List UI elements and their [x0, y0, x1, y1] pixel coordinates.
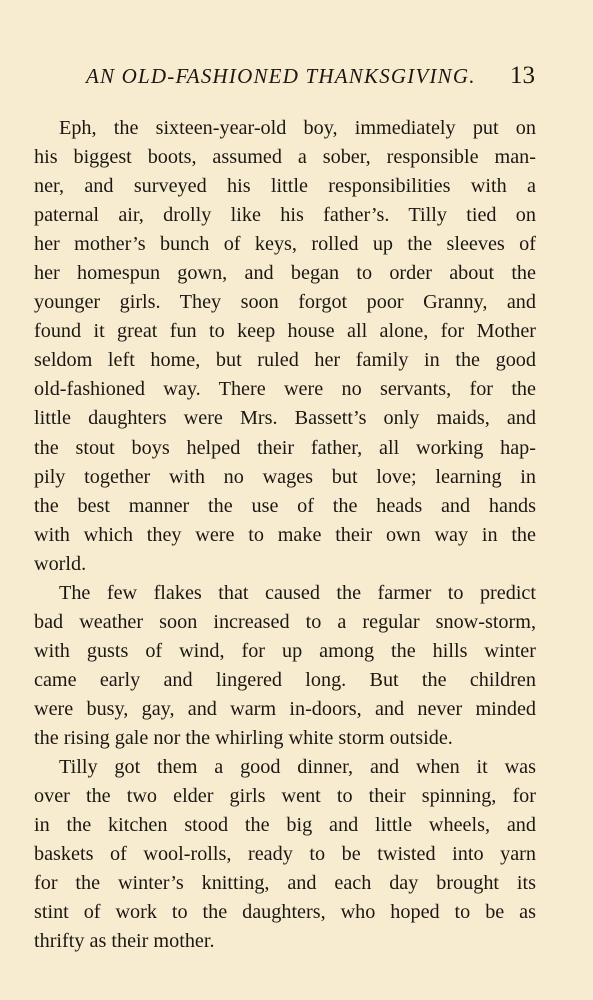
text-line: his biggest boots, assumed a sober, responsible man-: [34, 146, 536, 169]
text-line: world.: [34, 552, 87, 575]
paragraph: [34, 114, 536, 579]
text-line: Eph, the sixteen-year-old boy, immediately put on: [59, 117, 536, 139]
paragraph: [34, 753, 536, 956]
text-line: for the winter’s knitting, and each day brought its: [34, 872, 536, 895]
text-line: little daughters were Mrs. Bassett’s only maids, and: [34, 407, 536, 430]
body-text: [34, 114, 536, 956]
text-line: younger girls. They soon forgot poor Granny, and: [34, 291, 536, 314]
text-line: old-fashioned way. There were no servants, for the: [34, 378, 536, 401]
text-line: Tilly got them a good dinner, and when it was: [59, 756, 536, 779]
running-title: AN OLD-FASHIONED THANKSGIVING.: [86, 64, 476, 88]
text-line: baskets of wool-rolls, ready to be twisted into yarn: [34, 843, 536, 866]
text-line: were busy, gay, and warm in-doors, and never minded: [34, 697, 536, 720]
page-header: [0, 62, 593, 92]
text-line: the best manner the use of the heads and hands: [34, 494, 536, 517]
text-line: with which they were to make their own way in the: [34, 523, 536, 546]
text-line: her homespun gown, and began to order about the: [34, 262, 536, 285]
text-line: the stout boys helped their father, all working hap-: [34, 436, 536, 459]
text-line: seldom left home, but ruled her family in the good: [34, 349, 536, 372]
text-line: The few flakes that caused the farmer to predict: [59, 581, 536, 604]
text-line: her mother’s bunch of keys, rolled up the sleeves of: [34, 233, 536, 256]
text-line: thrifty as their mother.: [34, 930, 215, 953]
text-line: stint of work to the daughters, who hoped to be as: [34, 901, 536, 924]
text-line: bad weather soon increased to a regular snow-storm,: [34, 610, 536, 633]
text-line: pily together with no wages but love; learning in: [34, 465, 536, 488]
text-line: paternal air, drolly like his father’s. Tilly tied on: [34, 204, 536, 227]
text-line: with gusts of wind, for up among the hills winter: [34, 639, 536, 662]
text-line: came early and lingered long. But the children: [34, 668, 536, 691]
text-line: over the two elder girls went to their spinning, for: [34, 785, 536, 808]
text-line: ner, and surveyed his little responsibilities with a: [34, 175, 536, 198]
text-line: the rising gale nor the whirling white storm outside.: [34, 726, 453, 749]
text-line: found it great fun to keep house all alone, for Mother: [34, 320, 536, 343]
paragraph: [34, 579, 536, 753]
text-line: in the kitchen stood the big and little wheels, and: [34, 814, 536, 837]
page-number: 13: [510, 62, 535, 89]
